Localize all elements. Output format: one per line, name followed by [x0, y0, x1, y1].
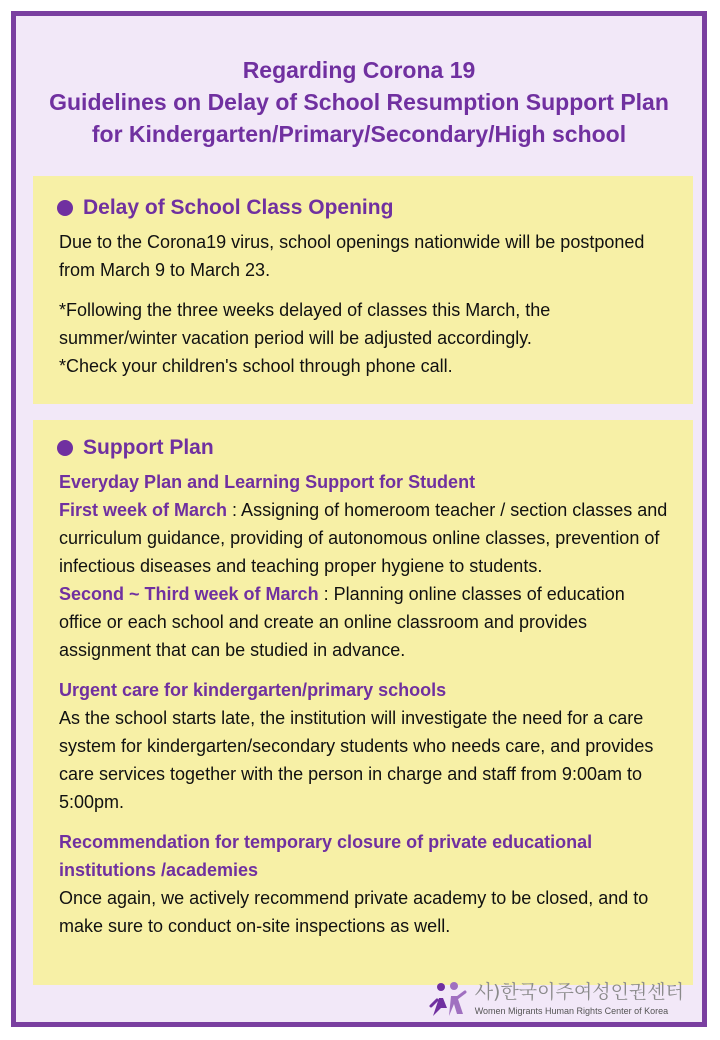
bullet-icon [57, 200, 73, 216]
logo-english-name: Women Migrants Human Rights Center of Korea [474, 1006, 669, 1016]
first-week-paragraph [59, 496, 671, 580]
urgent-care-paragraph: As the school starts late, the institution will investigate the need for a care system for kindergarten/secondary students who needs care, and provides care services together with the person in charge and staff from 9:00am to 5:00pm. [59, 708, 654, 812]
urgent-care-heading: Urgent care for kindergarten/primary schools [59, 680, 447, 700]
page-title [16, 54, 702, 150]
delay-paragraph: Due to the Corona19 virus, school openings nationwide will be postponed from March 9 to March 23. [59, 232, 645, 280]
section-delay-heading [57, 194, 671, 222]
title-line-3: for Kindergarten/Primary/Secondary/High school [91, 121, 627, 147]
logo-text [475, 981, 684, 1017]
second-week-label: Second ~ Third week of March [59, 584, 319, 604]
organization-logo [427, 978, 684, 1020]
bullet-icon [57, 440, 73, 456]
second-week-text: : Planning online classes of education office or each school and create an online classroom and provides assignment that can be studied in advance. [59, 584, 625, 660]
phone-note: *Check your children's school through phone call. [59, 356, 453, 376]
section-support-box [33, 420, 693, 985]
first-week-label: First week of March [59, 500, 228, 520]
title-line-1: Regarding Corona 19 [242, 57, 476, 83]
vacation-note: *Following the three weeks delayed of classes this March, the summer/winter vacation period will be adjusted accordingly. [59, 300, 551, 348]
everyday-plan-heading: Everyday Plan and Learning Support for Student [59, 472, 476, 492]
section-support-heading-text: Support Plan [83, 436, 214, 459]
section-support-heading [57, 434, 671, 462]
people-logo-icon [427, 978, 469, 1020]
title-line-2: Guidelines on Delay of School Resumption Support Plan [49, 89, 669, 115]
academy-closure-heading: Recommendation for temporary closure of private educational institutions /academies [59, 832, 593, 880]
section-delay-box [33, 176, 693, 404]
section-delay-heading-text: Delay of School Class Opening [83, 196, 394, 219]
logo-korean-name: 사)한국이주여성인권센터 [474, 981, 684, 1003]
poster-frame [11, 11, 707, 1027]
academy-closure-paragraph: Once again, we actively recommend private academy to be closed, and to make sure to conduct on-site inspections as well. [59, 888, 649, 936]
first-week-text: : Assigning of homeroom teacher / section classes and curriculum guidance, providing of autonomous online classes, prevention of infectious diseases and teaching proper hygiene to students. [59, 500, 668, 576]
second-week-paragraph [59, 580, 671, 664]
